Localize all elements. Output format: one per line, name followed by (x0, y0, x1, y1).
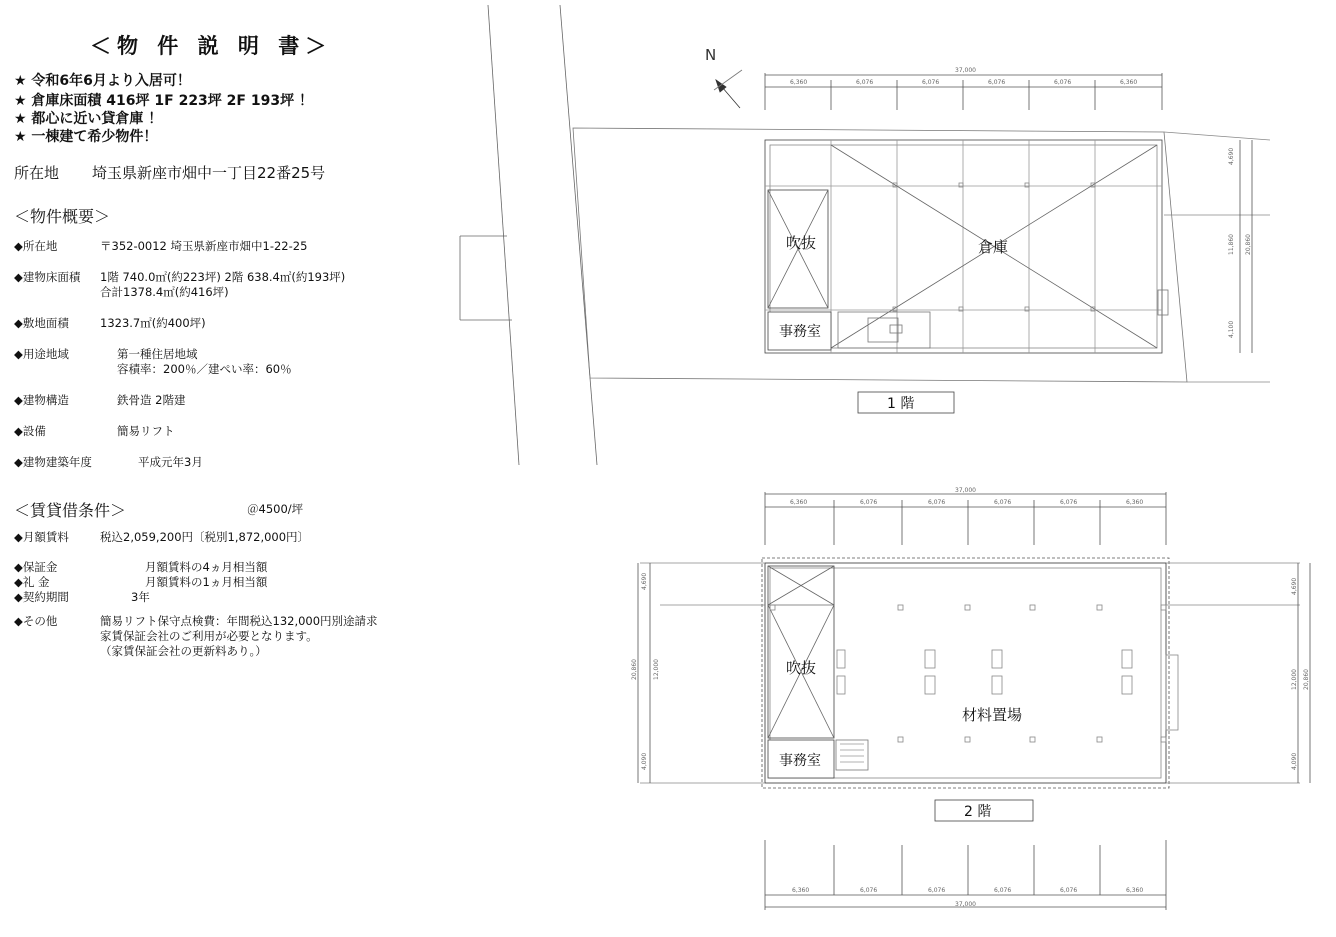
f2-left-dim-2: 12,000 (653, 659, 660, 680)
floor-area-label: ◆建物床面積 (14, 270, 81, 284)
f2-right-total: 20,860 (1303, 669, 1310, 690)
zoning-ratio: 容積率：200％／建ぺい率：60％ (117, 362, 292, 376)
f2-left-dim-3: 4,090 (641, 752, 648, 770)
f1-dim-4: 6,076 (988, 79, 1006, 86)
f2-bottom-dim-2: 6,076 (860, 887, 878, 894)
f1-dim-6: 6,360 (1120, 79, 1138, 86)
site-area-label: ◆敷地面積 (14, 316, 69, 330)
f1-warehouse-label: 倉庫 (978, 238, 1009, 256)
other-line-2: 家賃保証会社のご利用が必要となります。 (100, 629, 318, 643)
term-label: ◆契約期間 (14, 590, 69, 604)
f2-left-dim-1: 4,690 (641, 572, 648, 590)
north-arrow-icon (714, 70, 742, 108)
f2-dim-4: 6,076 (994, 499, 1012, 506)
location-value: 埼玉県新座市畑中一丁目22番25号 (92, 164, 326, 182)
structure-value: 鉄骨造 2階建 (117, 393, 186, 407)
f1-side-dim-1: 4,690 (1228, 147, 1235, 165)
address-label: ◆所在地 (14, 239, 58, 253)
equipment-value: 簡易リフト (117, 424, 175, 438)
f1-dim-1: 6,360 (790, 79, 808, 86)
f2-office-label: 事務室 (779, 753, 821, 769)
f2-bottom-dim-6: 6,360 (1126, 887, 1144, 894)
key-money-label: ◆礼 金 (14, 575, 50, 589)
f1-office-label: 事務室 (779, 324, 821, 340)
f2-dim-6: 6,360 (1126, 499, 1144, 506)
zoning-label: ◆用途地域 (14, 347, 69, 361)
other-line-3: （家賃保証会社の更新料あり。） (100, 644, 267, 658)
f1-void-label: 吹抜 (786, 234, 817, 252)
f1-dim-3: 6,076 (922, 79, 940, 86)
f2-bottom-dim-5: 6,076 (1060, 887, 1078, 894)
f1-side-dim-3: 4,100 (1228, 320, 1235, 338)
key-money-value: 月額賃料の1ヵ月相当額 (145, 575, 268, 589)
north-label: N (705, 46, 717, 64)
build-year-value: 平成元年3月 (138, 455, 203, 469)
f2-dim-3: 6,076 (928, 499, 946, 506)
f2-left-total: 20,860 (631, 659, 638, 680)
floor-area-value: 1階 740.0㎡(約223坪) 2階 638.4㎡(約193坪) (100, 270, 346, 284)
f1-side-total: 20,860 (1245, 234, 1252, 255)
f2-right-dim-1: 4,690 (1291, 577, 1298, 595)
unit-price: ＠4500/坪 (247, 502, 304, 516)
f2-materials-label: 材料置場 (962, 706, 1023, 724)
highlight-rare: ★ 一棟建て希少物件！ (14, 129, 158, 145)
structure-label: ◆建物構造 (14, 393, 69, 407)
document-title: ＜物 件 説 明 書＞ (90, 34, 333, 58)
f2-bottom-dim-4: 6,076 (994, 887, 1012, 894)
location-label: 所在地 (14, 164, 60, 182)
f1-side-dim-2: 11,860 (1228, 234, 1235, 255)
f2-bottom-dim-3: 6,076 (928, 887, 946, 894)
f2-right-dim-3: 4,090 (1291, 752, 1298, 770)
f2-void-label: 吹抜 (786, 659, 817, 677)
rent-value: 税込2,059,200円〔税別1,872,000円〕 (100, 530, 310, 544)
overview-heading: ＜物件概要＞ (14, 207, 111, 226)
f2-bottom-dim-1: 6,360 (792, 887, 810, 894)
term-value: 3年 (131, 590, 150, 604)
zoning-value: 第一種住居地域 (117, 347, 198, 361)
deposit-value: 月額賃料の4ヵ月相当額 (145, 560, 268, 574)
site-area-value: 1323.7㎡(約400坪) (100, 316, 206, 330)
floor2-plan (631, 487, 1310, 910)
deposit-label: ◆保証金 (14, 560, 58, 574)
f2-dim-5: 6,076 (1060, 499, 1078, 506)
f2-dim-1: 6,360 (790, 499, 808, 506)
lease-heading: ＜賃貸借条件＞ (14, 501, 127, 520)
f1-total-dim: 37,000 (955, 67, 976, 74)
f2-floor-label: 2 階 (964, 804, 992, 820)
other-label: ◆その他 (14, 614, 58, 628)
build-year-label: ◆建物建築年度 (14, 455, 92, 469)
f1-dim-2: 6,076 (856, 79, 874, 86)
floor-area-total: 合計1378.4㎡(約416坪) (100, 285, 229, 299)
address-value: 〒352-0012 埼玉県新座市畑中1-22-25 (100, 239, 308, 253)
f2-right-dim-2: 12,000 (1291, 669, 1298, 690)
f2-total-dim: 37,000 (955, 487, 976, 494)
highlight-near-city: ★ 都心に近い貸倉庫 ！ (14, 111, 163, 127)
f2-bottom-total: 37,000 (955, 901, 976, 908)
highlight-move-in: ★ 令和6年6月より入居可！ (14, 73, 191, 89)
highlight-floor-area: ★ 倉庫床面積 416坪 1F 223坪 2F 193坪 ！ (14, 93, 313, 109)
f1-dim-5: 6,076 (1054, 79, 1072, 86)
rent-label: ◆月額賃料 (14, 530, 69, 544)
f1-floor-label: 1 階 (887, 396, 915, 412)
f2-dim-2: 6,076 (860, 499, 878, 506)
other-line-1: 簡易リフト保守点検費：年間税込132,000円別途請求 (100, 614, 378, 628)
road-lines (460, 5, 597, 465)
equipment-label: ◆設備 (14, 424, 46, 438)
floor1-plan (573, 46, 1270, 413)
